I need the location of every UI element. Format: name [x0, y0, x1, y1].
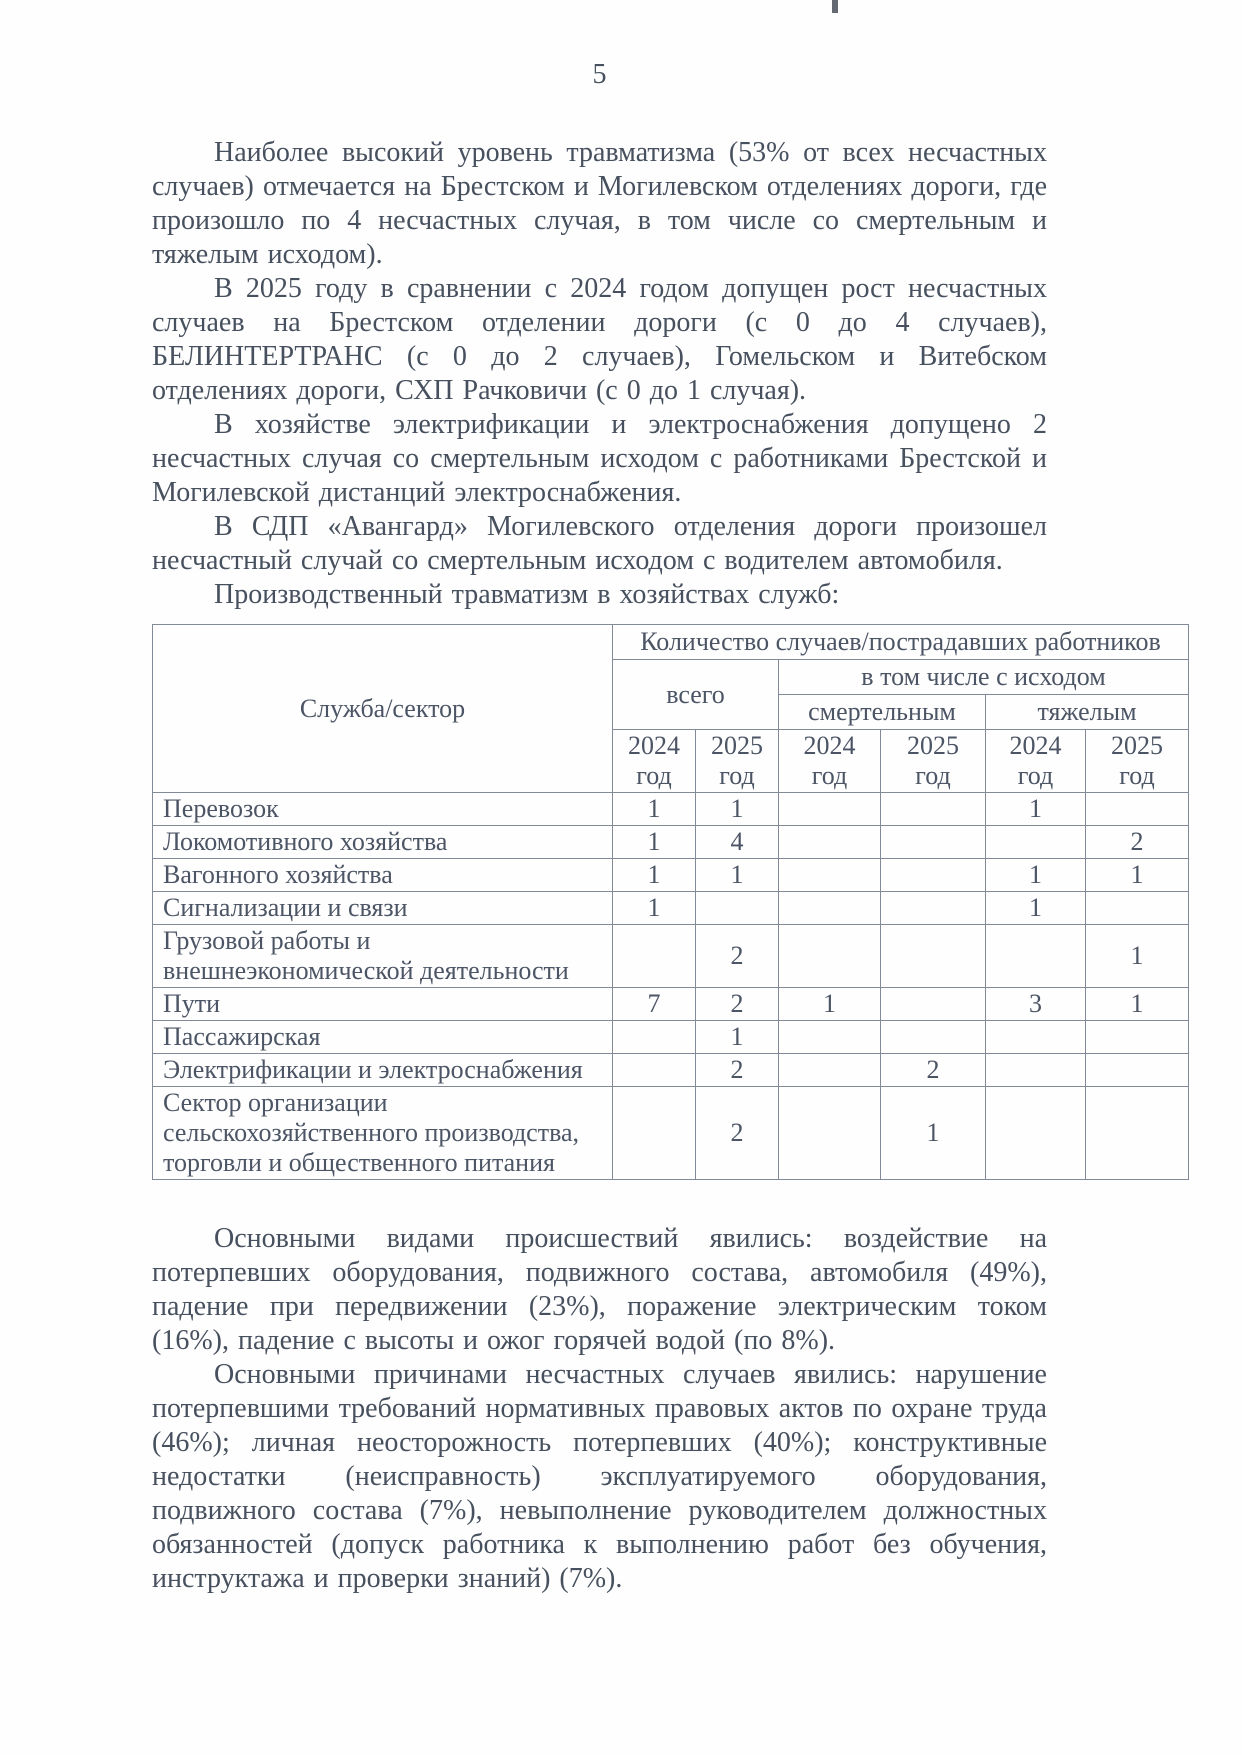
- value-cell: [779, 859, 881, 892]
- value-cell: [1086, 1021, 1189, 1054]
- value-cell: [881, 892, 986, 925]
- value-cell: [1086, 892, 1189, 925]
- service-name-cell: Сектор организации сельскохозяйственного производства, торговли и общественного питания: [153, 1087, 613, 1180]
- value-cell: [779, 925, 881, 988]
- value-cell: [881, 826, 986, 859]
- value-cell: [986, 1054, 1086, 1087]
- value-cell: [779, 826, 881, 859]
- value-cell: [696, 892, 779, 925]
- value-cell: [613, 1087, 696, 1180]
- service-name-cell: Электрификации и электроснабжения: [153, 1054, 613, 1087]
- value-cell: [881, 859, 986, 892]
- table-row: [153, 859, 1189, 892]
- value-cell: 1: [779, 988, 881, 1021]
- value-cell: 2: [881, 1054, 986, 1087]
- service-name-cell: Сигнализации и связи: [153, 892, 613, 925]
- header-service-sector: Служба/сектор: [153, 625, 613, 793]
- table-row: [153, 793, 1189, 826]
- value-cell: [779, 892, 881, 925]
- value-cell: 1: [986, 859, 1086, 892]
- table-row: [153, 826, 1189, 859]
- scan-artifact: [832, 0, 838, 13]
- value-cell: 1: [986, 892, 1086, 925]
- value-cell: [986, 1087, 1086, 1180]
- value-cell: 2: [696, 988, 779, 1021]
- table-row: [153, 1054, 1189, 1087]
- value-cell: [986, 1021, 1086, 1054]
- value-cell: 1: [613, 892, 696, 925]
- value-cell: 1: [881, 1087, 986, 1180]
- paragraph-incident-types: Основными видами происшествий явились: воздействие на потерпевших оборудования, подвижного состава, автомобиля (49%), падение при передвижении (23%), поражение электрическим током (16%), падение с высоты и ожог горячей водой (по 8%).: [152, 1223, 1047, 1356]
- header-year-fatal-2025: 2025 год: [881, 730, 986, 793]
- value-cell: 1: [696, 859, 779, 892]
- value-cell: 1: [1086, 859, 1189, 892]
- value-cell: 7: [613, 988, 696, 1021]
- header-year-total-2024: 2024 год: [613, 730, 696, 793]
- value-cell: 3: [986, 988, 1086, 1021]
- value-cell: [779, 1021, 881, 1054]
- value-cell: 1: [613, 859, 696, 892]
- value-cell: 1: [986, 793, 1086, 826]
- header-cases-count: Количество случаев/пострадавших работников: [613, 625, 1189, 660]
- value-cell: [779, 1054, 881, 1087]
- table-row: [153, 925, 1189, 988]
- bottom-paragraphs: [152, 1222, 1047, 1596]
- header-year-total-2025: 2025 год: [696, 730, 779, 793]
- value-cell: 2: [696, 925, 779, 988]
- document-body: [152, 136, 1163, 1596]
- value-cell: [1086, 1054, 1189, 1087]
- value-cell: [613, 1054, 696, 1087]
- value-cell: 4: [696, 826, 779, 859]
- table-row: [153, 892, 1189, 925]
- service-name-cell: Локомотивного хозяйства: [153, 826, 613, 859]
- value-cell: [779, 793, 881, 826]
- paragraph-growth: В 2025 году в сравнении с 2024 годом допущен рост несчастных случаев на Брестском отделении дороги (с 0 до 4 случаев), БЕЛИНТЕРТРАНС (с 0 до 2 случаев), Гомельском и Витебском отделениях дороги, СХП Рачковичи (с 0 до 1 случая).: [152, 273, 1047, 406]
- header-fatal: смертельным: [779, 695, 986, 730]
- value-cell: [881, 1021, 986, 1054]
- table-header-row: [153, 625, 1189, 660]
- value-cell: 1: [696, 1021, 779, 1054]
- service-name-cell: Пути: [153, 988, 613, 1021]
- value-cell: [986, 925, 1086, 988]
- header-year-severe-2024: 2024 год: [986, 730, 1086, 793]
- paragraph-table-intro: Производственный травматизм в хозяйствах служб:: [214, 579, 840, 610]
- value-cell: 1: [613, 793, 696, 826]
- value-cell: 2: [1086, 826, 1189, 859]
- value-cell: [613, 925, 696, 988]
- header-outcome: в том числе с исходом: [779, 660, 1189, 695]
- value-cell: 2: [696, 1087, 779, 1180]
- header-year-fatal-2024: 2024 год: [779, 730, 881, 793]
- value-cell: [986, 826, 1086, 859]
- top-paragraphs: [152, 136, 1047, 612]
- value-cell: 1: [613, 826, 696, 859]
- header-severe: тяжелым: [986, 695, 1189, 730]
- value-cell: [881, 988, 986, 1021]
- page-number: 5: [592, 59, 607, 90]
- paragraph-electrification: В хозяйстве электрификации и электроснабжения допущено 2 несчастных случая со смертельным исходом с работниками Брестской и Могилевской дистанций электроснабжения.: [152, 409, 1047, 508]
- value-cell: [1086, 793, 1189, 826]
- injury-statistics-table: [152, 624, 1189, 1180]
- header-total: всего: [613, 660, 779, 730]
- table-row: [153, 988, 1189, 1021]
- paragraph-avangard: В СДП «Авангард» Могилевского отделения дороги произошел несчастный случай со смертельным исходом с водителем автомобиля.: [152, 511, 1047, 576]
- table-row: [153, 1087, 1189, 1180]
- value-cell: [881, 793, 986, 826]
- value-cell: 1: [1086, 988, 1189, 1021]
- value-cell: [1086, 1087, 1189, 1180]
- paragraph-causes: Основными причинами несчастных случаев явились: нарушение потерпевшими требований нормативных правовых актов по охране труда (46%); личная неосторожность потерпевших (40%); конструктивные недостатки (неисправность) эксплуатируемого оборудования, подвижного состава (7%), невыполнение руководителем должностных обязанностей (допуск работника к выполнению работ без обучения, инструктажа и проверки знаний) (7%).: [152, 1359, 1047, 1594]
- value-cell: [613, 1021, 696, 1054]
- service-name-cell: Перевозок: [153, 793, 613, 826]
- value-cell: [881, 925, 986, 988]
- value-cell: 1: [1086, 925, 1189, 988]
- service-name-cell: Вагонного хозяйства: [153, 859, 613, 892]
- value-cell: 1: [696, 793, 779, 826]
- paragraph-injury-level: Наиболее высокий уровень травматизма (53% от всех несчастных случаев) отмечается на Брестском и Могилевском отделениях дороги, где произошло по 4 несчастных случая, в том числе со смертельным и тяжелым исходом).: [152, 137, 1047, 270]
- header-year-severe-2025: 2025 год: [1086, 730, 1189, 793]
- service-name-cell: Грузовой работы и внешнеэкономической деятельности: [153, 925, 613, 988]
- value-cell: [779, 1087, 881, 1180]
- value-cell: 2: [696, 1054, 779, 1087]
- table-row: [153, 1021, 1189, 1054]
- service-name-cell: Пассажирская: [153, 1021, 613, 1054]
